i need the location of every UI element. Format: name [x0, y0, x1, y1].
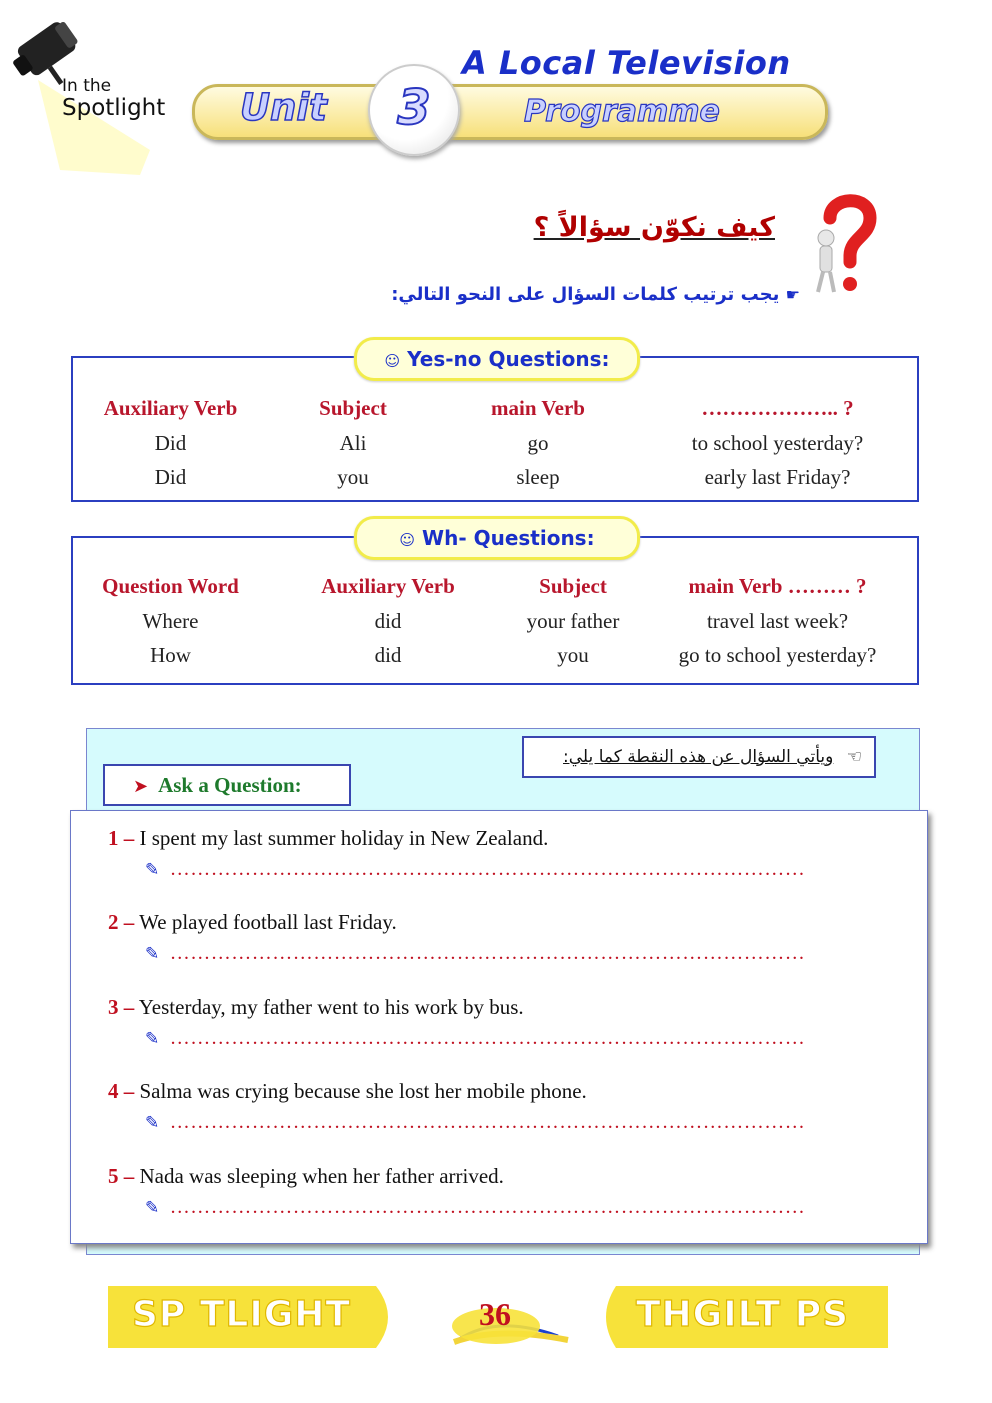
pencil-icon: ✎ — [145, 860, 160, 880]
table-row — [73, 638, 917, 672]
item-text: Yesterday, my father went to his work by bus. — [138, 995, 524, 1019]
exercise-item-1 — [108, 826, 548, 851]
wh-header-aux: Auxiliary Verb — [321, 573, 455, 598]
footer-right-text: THGILT PS — [636, 1294, 850, 1335]
wh-header-row — [73, 568, 917, 604]
item-text: I spent my last summer holiday in New Zealand. — [139, 826, 549, 850]
wh-header-verb: main Verb ……… ? — [688, 573, 867, 598]
arabic-instruction — [390, 284, 800, 305]
table-cell: go to school yesterday? — [678, 642, 877, 667]
logo-text — [62, 78, 165, 120]
unit-label: Unit — [240, 86, 327, 129]
item-number: 4 – — [108, 1079, 135, 1103]
answer-dots: ………………………………………………………………………………… — [169, 942, 806, 964]
wh-label-text: Wh- Questions: — [422, 526, 595, 550]
pointing-hand-icon: ☜ — [846, 747, 862, 767]
answer-line-5[interactable] — [145, 1196, 805, 1219]
wh-header-subject: Subject — [539, 573, 607, 598]
exercise-item-5 — [108, 1164, 504, 1189]
table-cell: travel last week? — [706, 608, 849, 633]
wh-label — [354, 516, 640, 560]
unit-number-badge — [368, 64, 460, 156]
item-number: 3 – — [108, 995, 135, 1019]
table-cell: early last Friday? — [704, 464, 851, 489]
table-cell: Did — [154, 464, 187, 489]
logo-line1: In the — [62, 76, 112, 96]
pointing-hand-icon: ☛ — [785, 285, 800, 304]
page-number: 36 — [479, 1296, 511, 1332]
yes-no-header-row — [73, 390, 917, 426]
item-number: 2 – — [108, 910, 135, 934]
unit-number: 3 — [397, 80, 431, 136]
arabic-hint-text: ويأتي السؤال عن هذه النقطة كما يلي: — [563, 747, 834, 767]
yes-no-header-aux: Auxiliary Verb — [103, 395, 238, 420]
answer-dots: ………………………………………………………………………………… — [169, 858, 806, 880]
exercise-item-2 — [108, 910, 397, 935]
exercise-item-3 — [108, 995, 524, 1020]
table-row — [73, 426, 917, 460]
pencil-icon: ✎ — [145, 1198, 160, 1218]
wh-header-question-word: Question Word — [102, 573, 239, 598]
arabic-instruction-text: يجب ترتيب كلمات السؤال على النحو التالي: — [391, 284, 780, 305]
footer-left-banner — [108, 1282, 398, 1352]
table-row — [73, 460, 917, 494]
answer-line-1[interactable] — [145, 858, 805, 881]
table-cell: you — [337, 464, 369, 489]
item-text: Salma was crying because she lost her mobile phone. — [139, 1079, 587, 1103]
table-cell: sleep — [516, 464, 560, 489]
table-cell: did — [374, 642, 402, 667]
pencil-icon: ✎ — [145, 1029, 160, 1049]
table-cell: did — [374, 608, 402, 633]
lesson-title-line1: A Local Television — [462, 44, 791, 82]
smiley-icon: ☺ — [384, 352, 401, 370]
answer-dots: ………………………………………………………………………………… — [169, 1027, 806, 1049]
yes-no-header-verb: main Verb — [491, 395, 585, 420]
question-mark-figure-icon — [808, 188, 878, 303]
item-text: Nada was sleeping when her father arrived. — [139, 1164, 504, 1188]
smiley-icon: ☺ — [399, 531, 416, 549]
table-row — [73, 604, 917, 638]
table-cell: Ali — [339, 430, 367, 455]
arrow-right-icon: ➤ — [133, 776, 149, 797]
item-number: 5 – — [108, 1164, 135, 1188]
answer-dots: ………………………………………………………………………………… — [169, 1111, 806, 1133]
yes-no-header-subject: Subject — [319, 395, 387, 420]
table-cell: Did — [154, 430, 187, 455]
table-cell: to school yesterday? — [691, 430, 864, 455]
answer-line-3[interactable] — [145, 1027, 805, 1050]
table-cell: Where — [142, 608, 199, 633]
footer-right-banner — [598, 1282, 888, 1352]
table-cell: you — [557, 642, 589, 667]
lesson-title-line2: Programme — [524, 94, 720, 129]
pencil-icon: ✎ — [145, 1113, 160, 1133]
logo-line2: Spotlight — [62, 94, 166, 121]
pencil-icon: ✎ — [145, 944, 160, 964]
yes-no-label — [354, 337, 640, 381]
table-cell: go — [527, 430, 549, 455]
exercise-item-4 — [108, 1079, 587, 1104]
table-cell: How — [150, 642, 191, 667]
answer-dots: ………………………………………………………………………………… — [169, 1196, 806, 1218]
wh-table — [73, 568, 917, 672]
answer-line-2[interactable] — [145, 942, 805, 965]
exercise-title: Ask a Question: — [158, 773, 302, 797]
item-number: 1 – — [108, 826, 135, 850]
item-text: We played football last Friday. — [139, 910, 397, 934]
yes-no-label-text: Yes-no Questions: — [407, 347, 610, 371]
exercise-title-box — [103, 764, 351, 806]
yes-no-header-rest: ……………….. ? — [701, 395, 854, 420]
answer-line-4[interactable] — [145, 1111, 805, 1134]
yes-no-table — [73, 390, 917, 494]
arabic-section-title: كيف نكوّن سؤالاً ؟ — [533, 212, 775, 243]
arabic-hint-box — [522, 736, 876, 778]
footer-left-text: SP TLIGHT — [132, 1294, 351, 1335]
table-cell: your father — [526, 608, 620, 633]
